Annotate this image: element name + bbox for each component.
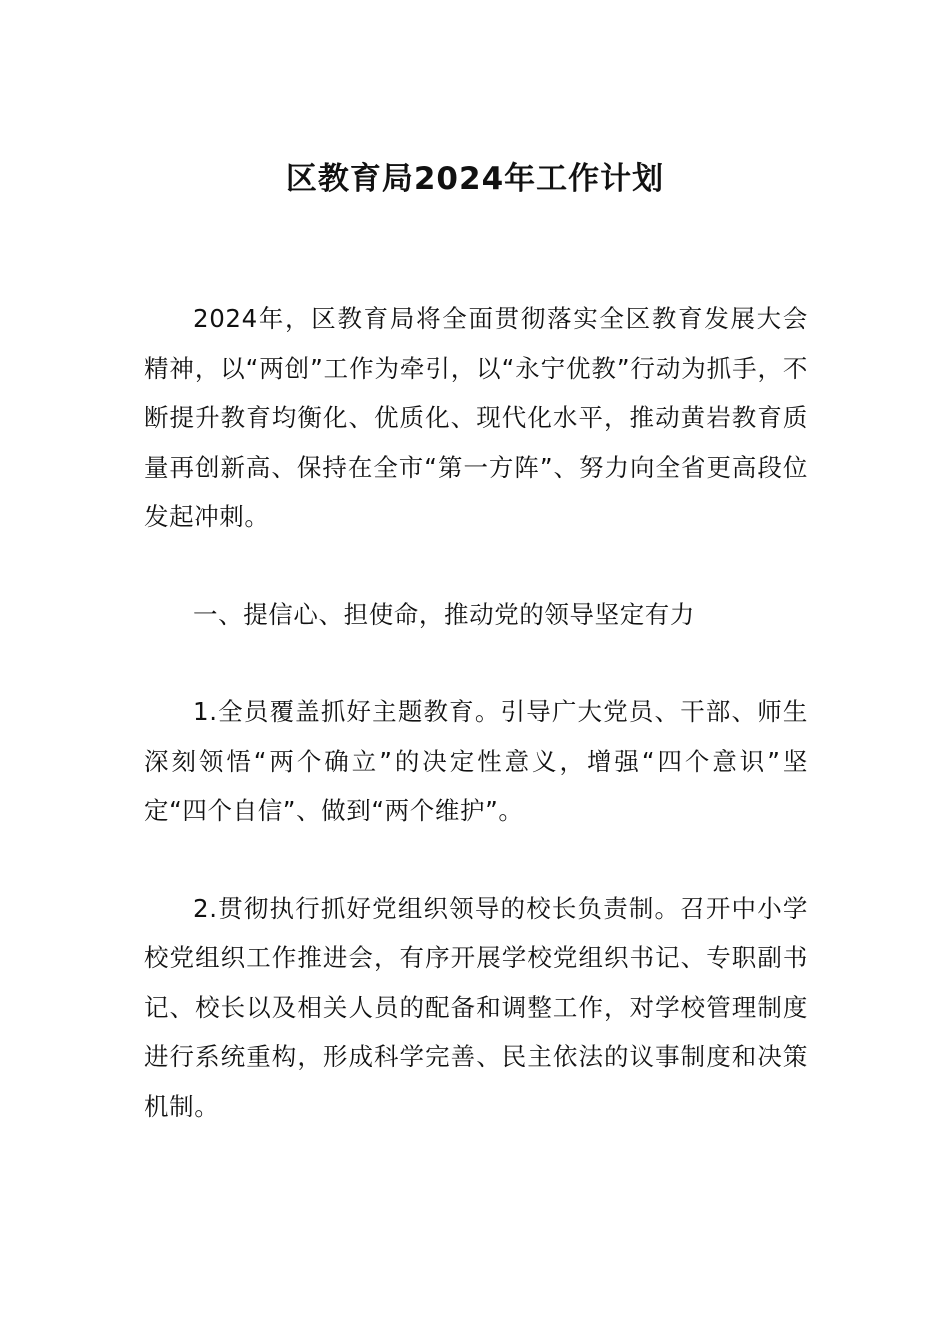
item-paragraph-1: 1.全员覆盖抓好主题教育。引导广大党员、干部、师生深刻领悟“两个确立”的决定性意义，增强“四个意识”坚定“四个自信”、做到“两个维护”。 — [144, 697, 808, 825]
intro-paragraph: 2024年，区教育局将全面贯彻落实全区教育发展大会精神，以“两创”工作为牵引，以“永宁优教”行动为抓手，不断提升教育均衡化、优质化、现代化水平，推动黄岩教育质量再创新高、保持在全市“第一方阵”、努力向全省更高段位发起冲刺。 — [144, 304, 808, 531]
item-paragraph-2: 2.贯彻执行抓好党组织领导的校长负责制。召开中小学校党组织工作推进会，有序开展学校党组织书记、专职副书记、校长以及相关人员的配备和调整工作，对学校管理制度进行系统重构，形成科学完善、民主依法的议事制度和决策机制。 — [144, 893, 808, 1121]
document-body — [144, 294, 808, 1131]
section-heading-1: 一、提信心、担使命，推动党的领导坚定有力 — [193, 599, 695, 629]
document-title: 区教育局2024年工作计划 — [285, 161, 665, 197]
